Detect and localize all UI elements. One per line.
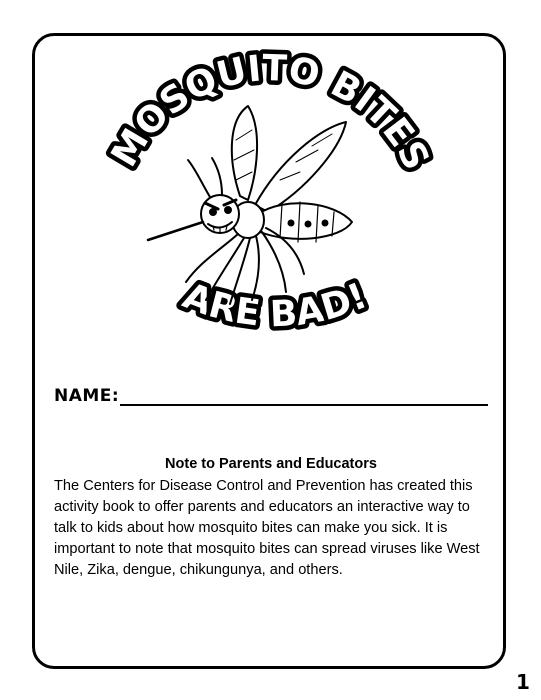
name-input-line[interactable] (120, 404, 488, 406)
cover-title-top: MOSQUITO BITES (103, 48, 437, 177)
name-label: NAME: (54, 386, 120, 406)
cover-title-bottom: ARE BAD! (177, 275, 373, 336)
note-heading: Note to Parents and Educators (165, 456, 377, 472)
mosquito-icon (148, 106, 352, 304)
note-body: The Centers for Disease Control and Prevention has created this activity book to offer parents and educators an interactive way to talk to kids about how mosquito bites can make you sick. It is important to note that mosquito bites can spread viruses like West Nile, Zika, dengue, chikungunya, and others. (54, 478, 480, 578)
name-field-row (54, 386, 488, 410)
page-number: 1 (516, 670, 530, 694)
